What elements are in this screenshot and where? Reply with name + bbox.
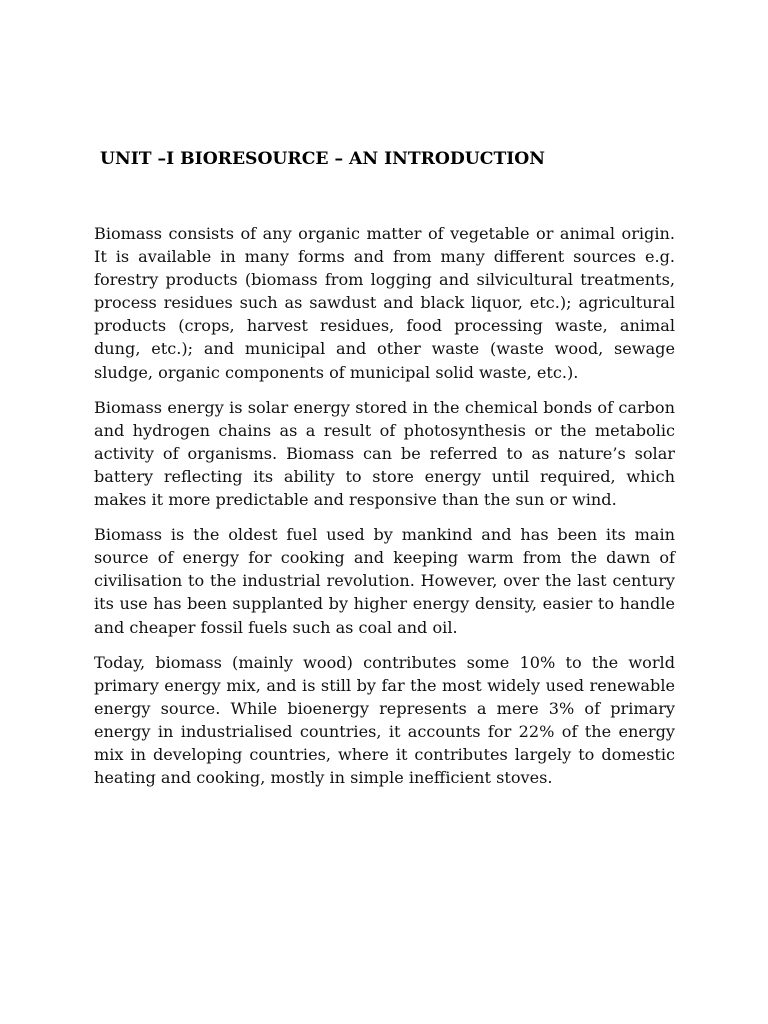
document-body bbox=[94, 222, 675, 801]
paragraph-biomass-history: Biomass is the oldest fuel used by mankind and has been its main source of energy for cooking and keeping warm from the dawn of civilisation to the industrial revolution. However, over the last century its use has been supplanted by higher energy density, easier to handle and cheaper fossil fuels such as coal and oil. bbox=[94, 525, 675, 637]
paragraph-biomass-definition: Biomass consists of any organic matter of vegetable or animal origin. It is available in many forms and from many different sources e.g. forestry products (biomass from logging and silvicultural treatments, process residues such as sawdust and black liquor, etc.); agricultural products (crops, harvest residues, food processing waste, animal dung, etc.); and municipal and other waste (waste wood, sewage sludge, organic components of municipal solid waste, etc.). bbox=[94, 224, 675, 382]
paragraph-biomass-energy: Biomass energy is solar energy stored in the chemical bonds of carbon and hydrogen chains as a result of photosynthesis or the metabolic activity of organisms. Biomass can be referred to as nature’s solar battery reflecting its ability to store energy until required, which makes it more predictable and responsive than the sun or wind. bbox=[94, 397, 675, 510]
page-title: UNIT –I BIORESOURCE – AN INTRODUCTION bbox=[100, 149, 545, 169]
paragraph-biomass-today: Today, biomass (mainly wood) contributes some 10% to the world primary energy mix, and is still by far the most widely used renewable energy source. While bioenergy represents a mere 3% of primary energy in industrialised countries, it accounts for 22% of the energy mix in developing countries, where it contributes largely to domestic heating and cooking, mostly in simple inefficient stoves. bbox=[94, 652, 675, 788]
